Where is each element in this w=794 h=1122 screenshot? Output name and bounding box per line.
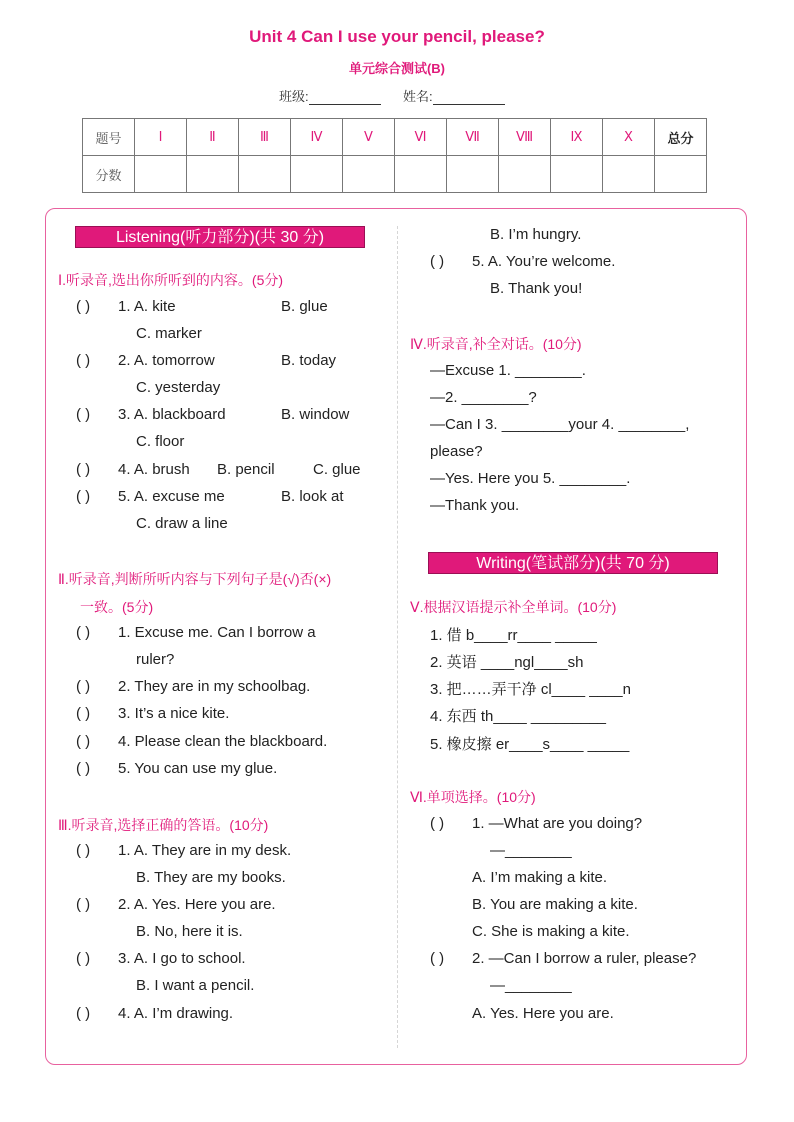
s1-q4: 4. A. brush bbox=[118, 461, 190, 478]
score-cell[interactable] bbox=[395, 156, 447, 193]
class-label: 班级: bbox=[279, 89, 309, 104]
answer-paren[interactable]: ( ) bbox=[76, 406, 91, 423]
s1-q3-c: C. floor bbox=[136, 433, 185, 450]
s1-q1: 1. A. kite bbox=[118, 298, 176, 315]
score-col-4: Ⅳ bbox=[291, 119, 343, 156]
score-cell[interactable] bbox=[603, 156, 655, 193]
score-cell[interactable] bbox=[499, 156, 551, 193]
name-blank[interactable] bbox=[433, 92, 505, 105]
answer-paren[interactable]: ( ) bbox=[76, 896, 91, 913]
section-1-heading: Ⅰ.听录音,选出你所听到的内容。(5分) bbox=[58, 272, 284, 288]
score-cell[interactable] bbox=[551, 156, 603, 193]
s4-line-1: —Excuse 1. ________. bbox=[430, 362, 586, 379]
s2-q5: 5. You can use my glue. bbox=[118, 760, 278, 777]
answer-paren[interactable]: ( ) bbox=[76, 678, 91, 695]
s3-q2-b: B. No, here it is. bbox=[136, 923, 243, 940]
s6-q1-a: A. I’m making a kite. bbox=[472, 869, 608, 886]
listening-banner: Listening(听力部分)(共 30 分) bbox=[75, 226, 365, 248]
section-3-heading: Ⅲ.听录音,选择正确的答语。(10分) bbox=[58, 817, 269, 833]
s1-q1-c: C. marker bbox=[136, 325, 202, 342]
section-6-heading: Ⅵ.单项选择。(10分) bbox=[410, 789, 536, 805]
s6-q2-a: A. Yes. Here you are. bbox=[472, 1005, 614, 1022]
section-5-heading: Ⅴ.根据汉语提示补全单词。(10分) bbox=[410, 599, 617, 615]
answer-paren[interactable]: ( ) bbox=[76, 950, 91, 967]
s2-q3: 3. It’s a nice kite. bbox=[118, 705, 230, 722]
s2-q1: 1. Excuse me. Can I borrow a bbox=[118, 624, 316, 641]
score-table-score-row bbox=[83, 156, 707, 193]
section-4-heading: Ⅳ.听录音,补全对话。(10分) bbox=[410, 336, 582, 352]
score-cell[interactable] bbox=[447, 156, 499, 193]
s1-q5: 5. A. excuse me bbox=[118, 488, 225, 505]
score-cell[interactable] bbox=[239, 156, 291, 193]
s1-q2-b: B. today bbox=[281, 352, 337, 369]
name-field bbox=[403, 86, 505, 105]
score-cell[interactable] bbox=[135, 156, 187, 193]
s1-q4-c: C. glue bbox=[313, 461, 361, 478]
class-field bbox=[279, 86, 381, 105]
answer-paren[interactable]: ( ) bbox=[76, 298, 91, 315]
name-label: 姓名: bbox=[403, 89, 433, 104]
s3-q3-a: 3. A. I go to school. bbox=[118, 950, 246, 967]
answer-paren[interactable]: ( ) bbox=[430, 253, 445, 270]
score-col-5: Ⅴ bbox=[343, 119, 395, 156]
s3-q3-b: B. I want a pencil. bbox=[136, 977, 255, 994]
s4-line-2: —2. ________? bbox=[430, 389, 537, 406]
column-divider bbox=[397, 226, 398, 1048]
score-cell[interactable] bbox=[187, 156, 239, 193]
s3-q1-b: B. They are my books. bbox=[136, 869, 286, 886]
s3-q2-a: 2. A. Yes. Here you are. bbox=[118, 896, 276, 913]
s1-q1-b: B. glue bbox=[281, 298, 328, 315]
score-col-3: Ⅲ bbox=[239, 119, 291, 156]
s3-q4-a: 4. A. I’m drawing. bbox=[118, 1005, 234, 1022]
s3-q5-b: B. Thank you! bbox=[490, 280, 583, 297]
s1-q5-b: B. look at bbox=[281, 488, 344, 505]
s4-line-4: please? bbox=[430, 443, 483, 460]
score-table bbox=[82, 118, 707, 193]
score-col-6: Ⅵ bbox=[395, 119, 447, 156]
s1-q2-c: C. yesterday bbox=[136, 379, 221, 396]
writing-banner: Writing(笔试部分)(共 70 分) bbox=[428, 552, 718, 574]
score-col-2: Ⅱ bbox=[187, 119, 239, 156]
s2-q1-cont: ruler? bbox=[136, 651, 175, 668]
s6-q2: 2. —Can I borrow a ruler, please? bbox=[472, 950, 697, 967]
section-2-heading-cont: 一致。(5分) bbox=[80, 599, 154, 615]
score-row-label-number: 题号 bbox=[83, 119, 135, 156]
score-cell-total[interactable] bbox=[655, 156, 707, 193]
answer-paren[interactable]: ( ) bbox=[76, 1005, 91, 1022]
s1-q3-b: B. window bbox=[281, 406, 350, 423]
page-subtitle: 单元综合测试(B) bbox=[348, 61, 446, 76]
s5-line-4: 4. 东西 th____ _________ bbox=[430, 708, 606, 725]
s2-q2: 2. They are in my schoolbag. bbox=[118, 678, 311, 695]
score-col-9: Ⅸ bbox=[551, 119, 603, 156]
s6-q1: 1. —What are you doing? bbox=[472, 815, 643, 832]
score-cell[interactable] bbox=[291, 156, 343, 193]
answer-paren[interactable]: ( ) bbox=[76, 733, 91, 750]
s4-line-5: —Yes. Here you 5. ________. bbox=[430, 470, 631, 487]
answer-paren[interactable]: ( ) bbox=[76, 488, 91, 505]
s2-q4: 4. Please clean the blackboard. bbox=[118, 733, 328, 750]
answer-paren[interactable]: ( ) bbox=[76, 352, 91, 369]
score-col-10: Ⅹ bbox=[603, 119, 655, 156]
score-row-label-score: 分数 bbox=[83, 156, 135, 193]
class-blank[interactable] bbox=[309, 92, 381, 105]
s3-q5-a: 5. A. You’re welcome. bbox=[472, 253, 616, 270]
score-cell[interactable] bbox=[343, 156, 395, 193]
s6-q1-blank: —________ bbox=[490, 842, 572, 859]
score-col-1: Ⅰ bbox=[135, 119, 187, 156]
s6-q1-c: C. She is making a kite. bbox=[472, 923, 630, 940]
answer-paren[interactable]: ( ) bbox=[430, 950, 445, 967]
s1-q2: 2. A. tomorrow bbox=[118, 352, 215, 369]
s3-q1-a: 1. A. They are in my desk. bbox=[118, 842, 292, 859]
answer-paren[interactable]: ( ) bbox=[76, 842, 91, 859]
s6-q2-blank: —________ bbox=[490, 977, 572, 994]
s5-line-3: 3. 把……弄干净 cl____ ____n bbox=[430, 681, 631, 698]
s1-q3: 3. A. blackboard bbox=[118, 406, 226, 423]
score-table-header-row bbox=[83, 119, 707, 156]
score-col-total: 总分 bbox=[655, 119, 707, 156]
score-col-8: Ⅷ bbox=[499, 119, 551, 156]
s5-line-2: 2. 英语 ____ngl____sh bbox=[430, 654, 584, 671]
answer-paren[interactable]: ( ) bbox=[430, 815, 445, 832]
s6-q1-b: B. You are making a kite. bbox=[472, 896, 638, 913]
page-title: Unit 4 Can I use your pencil, please? bbox=[249, 27, 545, 46]
answer-paren[interactable]: ( ) bbox=[76, 760, 91, 777]
answer-paren[interactable]: ( ) bbox=[76, 705, 91, 722]
s1-q5-c: C. draw a line bbox=[136, 515, 228, 532]
s3-q4-b: B. I’m hungry. bbox=[490, 226, 582, 243]
s5-line-1: 1. 借 b____rr____ _____ bbox=[430, 627, 597, 644]
s5-line-5: 5. 橡皮擦 er____s____ _____ bbox=[430, 736, 630, 753]
score-col-7: Ⅶ bbox=[447, 119, 499, 156]
section-2-heading: Ⅱ.听录音,判断所听内容与下列句子是(√)否(×) bbox=[58, 571, 332, 587]
s4-line-6: —Thank you. bbox=[430, 497, 520, 514]
s1-q4-b: B. pencil bbox=[217, 461, 275, 478]
answer-paren[interactable]: ( ) bbox=[76, 624, 91, 641]
s4-line-3: —Can I 3. ________your 4. ________, bbox=[430, 416, 690, 433]
answer-paren[interactable]: ( ) bbox=[76, 461, 91, 478]
